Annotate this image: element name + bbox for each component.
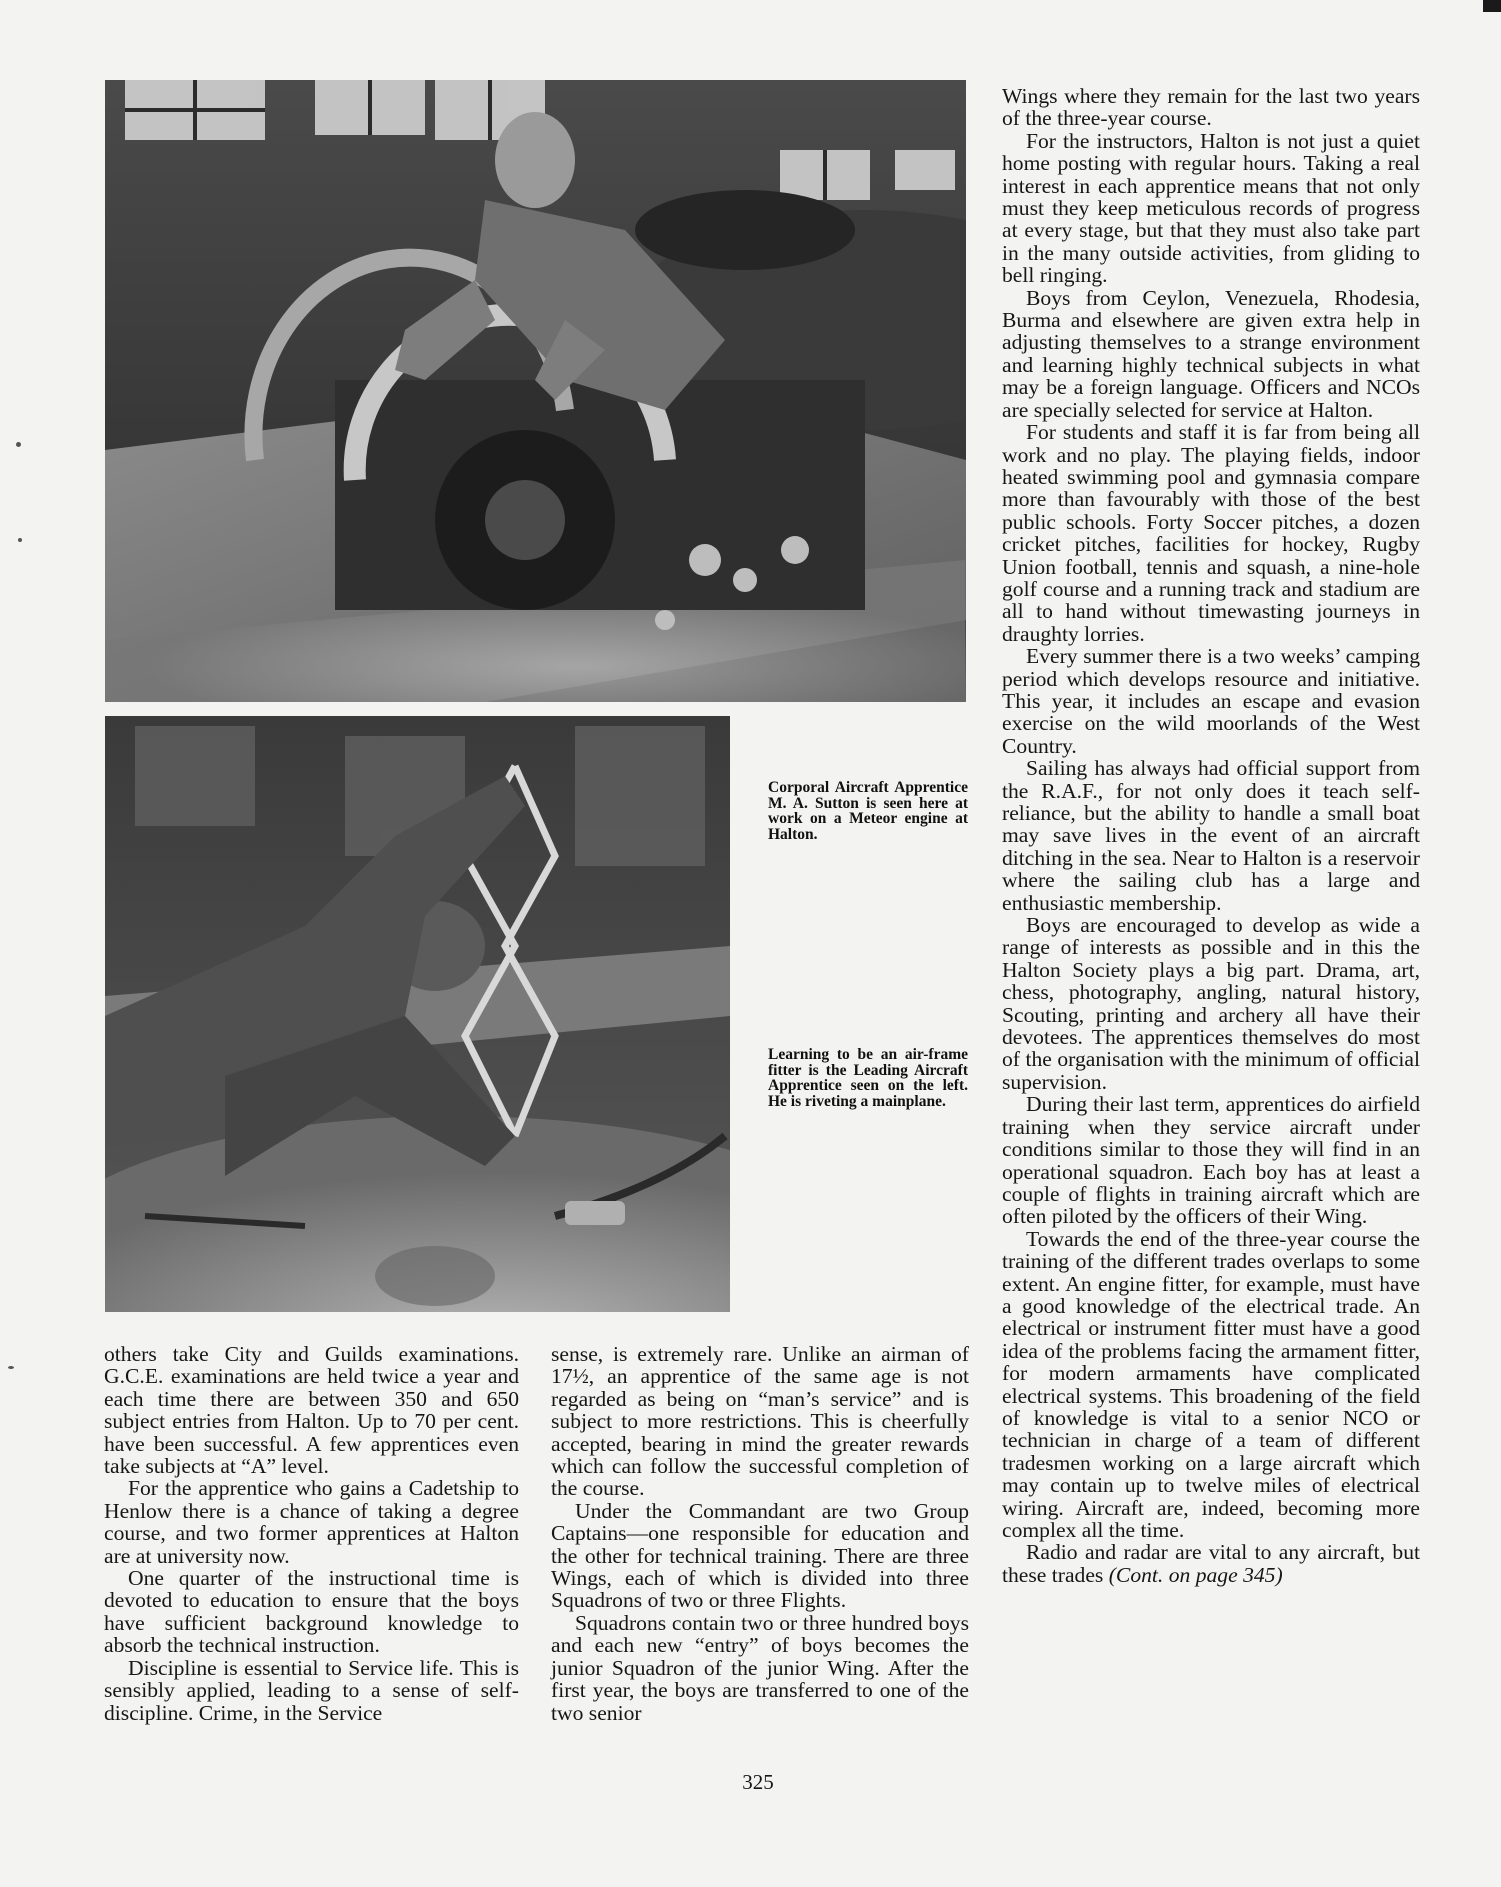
paragraph: Every summer there is a two weeks’ camping period which develops resource and initiative. This year, it includes an escape and evasion exercise on the wild moorlands of the West Country. bbox=[1002, 644, 1420, 758]
continuation-note: (Cont. on page 345) bbox=[1108, 1562, 1283, 1587]
paragraph: others take City and Guilds examinations. G.C.E. examinations are held twice a year and each time there are between 350 and 650 subject entries from Halton. Up to 70 per cent. have been successful. A few apprentices even take subjects at “A” level. bbox=[104, 1342, 519, 1479]
paragraph: Boys are encouraged to develop as wide a range of interests as possible and in this the Halton Society plays a big part. Drama, art, chess, photography, angling, natural history, Scouting, printing and archery all have their devotees. The apprentices themselves do most of the organisation with the minimum of official supervision. bbox=[1002, 913, 1420, 1094]
paragraph: Towards the end of the three-year course the training of the different trades overlaps to some extent. An engine fitter, for example, must have a good knowledge of the electrical trade. An electrical or instrument fitter must have a good idea of the problems facing the armament fitter, for modern armaments have complicated electrical systems. This broadening of the field of knowledge is vital to a senior NCO or technician in charge of a team of different tradesmen working on a large aircraft which may contain up to twelve miles of electrical wiring. Aircraft are, indeed, becoming more complex all the time. bbox=[1002, 1226, 1420, 1542]
caption-text: Learning to be an air-frame fitter is the Leading Aircraft Apprentice seen on the left. He is riveting a mainplane. bbox=[768, 1046, 968, 1110]
paragraph: One quarter of the instructional time is devoted to education to ensure that the boys have sufficient background knowledge to absorb the technical instruction. bbox=[104, 1566, 519, 1658]
paragraph: Squadrons contain two or three hundred boys and each new “entry” of boys becomes the junior Squadron of the junior Wing. After the first year, the boys are transferred to one of the two senior bbox=[551, 1610, 969, 1725]
paragraph-text: Radio and radar are vital to any aircraft, but these trades bbox=[1002, 1540, 1420, 1587]
paragraph: Discipline is essential to Service life. This is sensibly applied, leading to a sense of self-discipline. Crime, in the Service bbox=[104, 1655, 519, 1725]
page-number: 325 bbox=[742, 1770, 774, 1794]
paragraph: Wings where they remain for the last two years of the three-year course. bbox=[1002, 84, 1420, 131]
paragraph: During their last term, apprentices do airfield training when they service aircraft under conditions similar to those they will find in an operational squadron. Each boy has at least a couple of flights in training aircraft which are often piloted by the officers of their Wing. bbox=[1002, 1092, 1420, 1229]
scan-edge-mark bbox=[1483, 0, 1501, 12]
photo-caption-bottom bbox=[768, 1047, 968, 1109]
scan-speck bbox=[18, 538, 22, 542]
paragraph: sense, is extremely rare. Unlike an airman of 17½, an apprentice of the same age is not regarded as being on “man’s service” and is subject to more restrictions. This is cheerfully accepted, bearing in mind the greater rewards which can follow the successful completion of the course. bbox=[551, 1342, 969, 1501]
photo-meteor-engine bbox=[105, 80, 966, 702]
text-column-right bbox=[1002, 85, 1420, 1586]
caption-text: Corporal Aircraft Apprentice M. A. Sutton is seen here at work on a Meteor engine at Halton. bbox=[768, 779, 968, 843]
text-column-middle bbox=[551, 1343, 969, 1724]
text-column-left bbox=[104, 1343, 519, 1724]
paragraph: Sailing has always had official support from the R.A.F., for not only does it teach self-reliance, but the ability to handle a small boat may save lives in the event of an aircraft ditching in the sea. Near to Halton is a reservoir where the sailing club has a large and enthusiastic membership. bbox=[1002, 756, 1420, 915]
paragraph bbox=[1002, 1541, 1420, 1586]
photo-riveting-mainplane bbox=[105, 716, 730, 1312]
paragraph: For students and staff it is far from being all work and no play. The playing fields, indoor heated swimming pool and gymnasia compare more than favourably with those of the best public schools. Forty Soccer pitches, a dozen cricket pitches, facilities for hockey, Rugby Union football, tennis and squash, a nine-hole golf course and a running track and stadium are all to hand without timewasting journeys in draughty lorries. bbox=[1002, 420, 1420, 646]
paragraph: Under the Commandant are two Group Captains—one responsible for education and the other for technical training. There are three Wings, each of which is divided into three Squadrons of two or three Flights. bbox=[551, 1498, 969, 1613]
paragraph: For the apprentice who gains a Cadetship to Henlow there is a chance of taking a degree course, and two former apprentices at Halton are at university now. bbox=[104, 1476, 519, 1568]
paragraph: Boys from Ceylon, Venezuela, Rhodesia, Burma and elsewhere are given extra help in adjusting themselves to a strange environment and learning highly technical subjects in what may be a foreign language. Officers and NCOs are specially selected for service at Halton. bbox=[1002, 285, 1420, 422]
scan-speck bbox=[16, 442, 21, 447]
scan-speck bbox=[8, 1366, 14, 1369]
paragraph: For the instructors, Halton is not just a quiet home posting with regular hours. Taking a real interest in each apprentice means that not only must they keep meticulous records of progress at every stage, but that they must also take part in the many outside activities, from gliding to bell ringing. bbox=[1002, 128, 1420, 288]
photo-caption-top bbox=[768, 780, 968, 842]
